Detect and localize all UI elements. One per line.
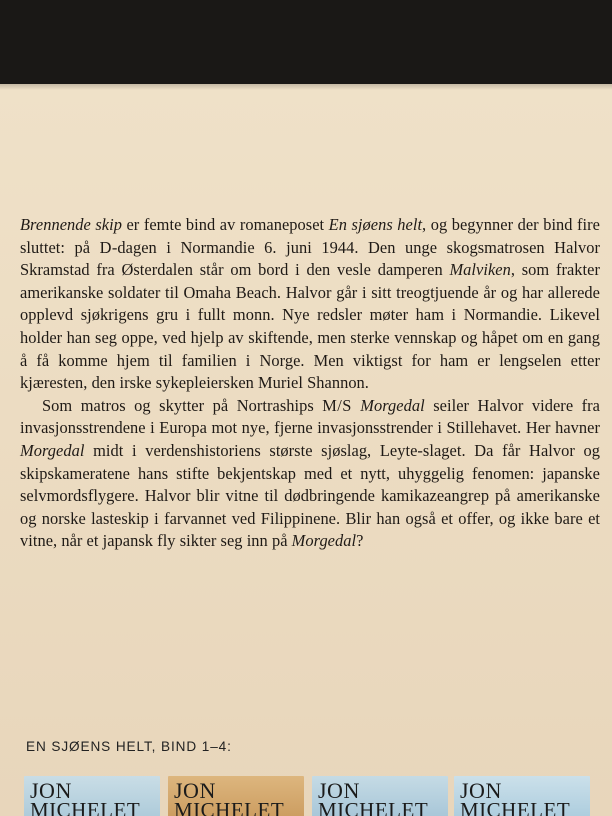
book-author-last: MICHELET: [30, 798, 141, 816]
book-author-last: MICHELET: [174, 798, 285, 816]
book-thumbnails: [24, 776, 612, 816]
book-author-first: JON: [30, 778, 72, 803]
book-author-first: JON: [460, 778, 502, 803]
blurb-paragraph-2: [20, 395, 600, 553]
book-thumbnail: [168, 776, 304, 816]
blurb-text-run: En sjøens helt: [328, 215, 423, 234]
blurb-text-run: -dagen i Normandie 6. juni 1944. Den unge skogsmatrosen Halvor Skramstad fra Østerdalen står om bord i den vesle damperen: [20, 237, 600, 280]
series-heading: EN SJØENS HELT, BIND 1–4:: [26, 739, 232, 754]
blurb-paragraph-1: [20, 214, 600, 395]
book-author-last: MICHELET: [318, 798, 429, 816]
blurb-text-run: Morgedal: [291, 531, 357, 551]
back-cover-page: [0, 84, 612, 816]
blurb-text-run: ?: [356, 531, 364, 551]
book-author-last: MICHELET: [460, 798, 571, 816]
blurb-text-run: midt i verdenshistoriens største sjøslag, Leyte-slaget. Da får Halvor og skipskameratene hans stifte bekjentskap med et nytt, uhyggelig fenomen: japanske selvmordsflygere. Halvor blir vitne til dødbringende kamikazeangrep på amerikanske og norske lasteskip i farvannet ved Filippinene. Blir han også et offer, og ikke bare et vitne, når et japansk fly sikter seg inn på: [20, 440, 600, 551]
book-author-first: JON: [318, 778, 360, 803]
book-thumbnail: [454, 776, 590, 816]
blurb-text-run: , og begynner der bind fire sluttet: på: [20, 215, 600, 257]
blurb-text-run: Morgedal: [360, 395, 425, 415]
book-thumbnail: [312, 776, 448, 816]
blurb-text-run: , som frakter amerikanske soldater til Omaha Beach. Halvor går i sitt treogtjuende år og har allerede opplevd sjøkrigens gru i fullt monn. Nye redsler møter ham i Normandie. Likevel holder han seg oppe, ved hjelp av skiftende, men sterke vennskap og håpet om en gang å få komme hjem til familien i Norge. Men viktigst for ham er lengselen etter kjæresten, den irske sykepleiersken Muriel Shannon.: [20, 260, 600, 393]
blurb-text-run: Som matros og skytter på Nortraships: [42, 395, 323, 415]
blurb-text-run: er femte bind av romaneposet: [121, 215, 329, 234]
blurb-text-run: seiler Halvor videre fra invasjonsstrendene i Europa mot nye, fjerne invasjonsstrender i Stillehavet. Her havner: [20, 395, 601, 438]
blurb-text-run: Morgedal: [20, 440, 85, 460]
book-author-first: JON: [174, 778, 216, 803]
blurb-text-run: [352, 396, 361, 415]
blurb-text-run: Brennende skip: [20, 215, 122, 234]
blurb-text-run: M/S: [322, 395, 352, 415]
blurb-text-run: Malviken: [449, 260, 511, 280]
blurb-text-run: D: [99, 237, 112, 257]
book-thumbnail: [24, 776, 160, 816]
page-edge-shadow: [0, 84, 612, 90]
blurb-text: [20, 214, 600, 553]
